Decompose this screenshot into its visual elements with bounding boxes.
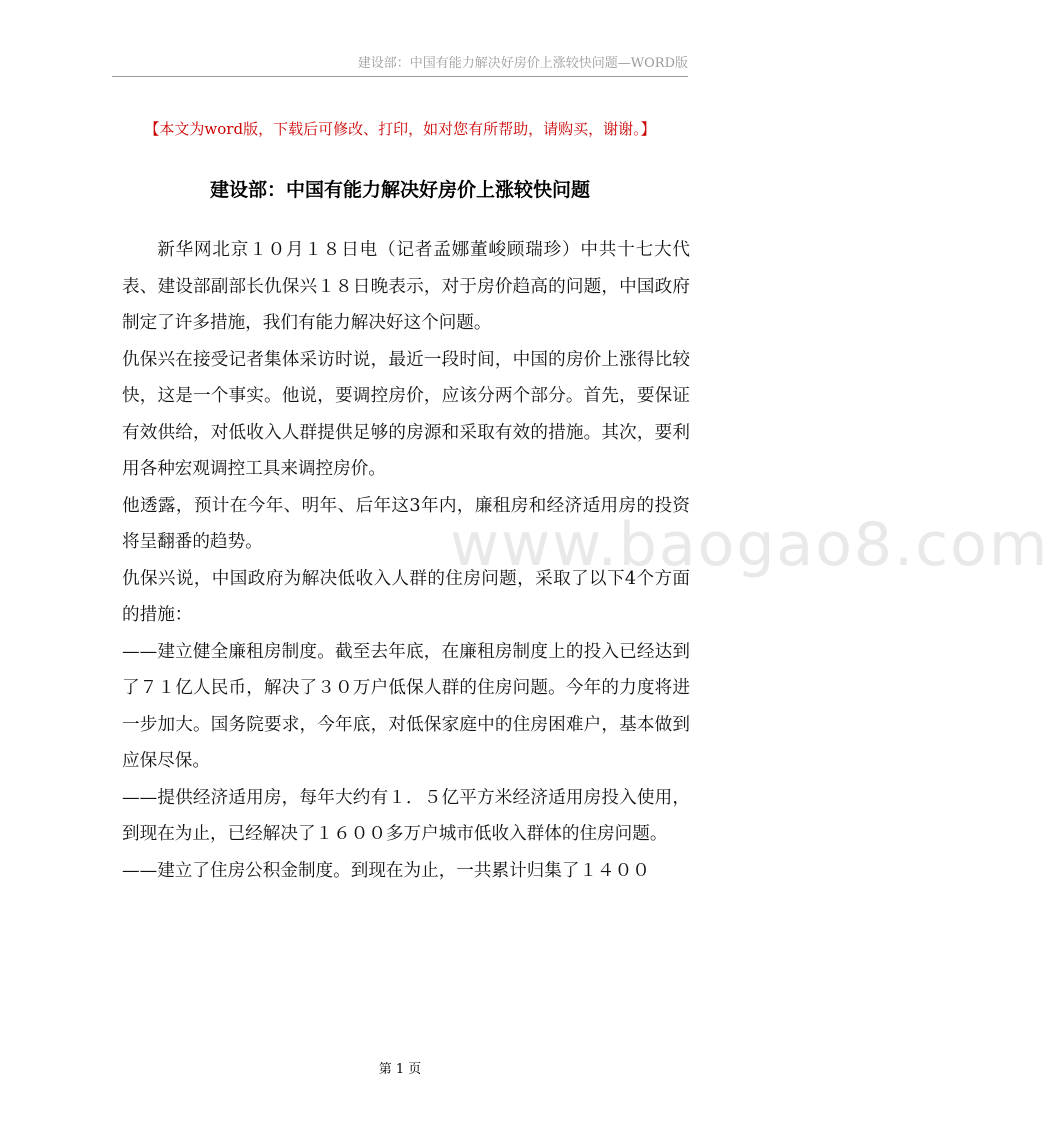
paragraph-7: ——建立了住房公积金制度。到现在为止，一共累计归集了１４００ (122, 860, 650, 881)
article-body (122, 232, 690, 889)
article-title: 建设部：中国有能力解决好房价上涨较快问题 (209, 179, 590, 201)
page-number: 第 1 页 (378, 1062, 422, 1077)
paragraph-4: 仇保兴说，中国政府为解决低收入人群的住房问题，采取了以下4个方面的措施： (122, 568, 690, 625)
running-header: 建设部：中国有能力解决好房价上涨较快问题—WORD版 (357, 56, 688, 71)
watermark: www.baogao8.com (450, 510, 1049, 580)
paragraph-1: 新华网北京１０月１８日电（记者孟娜董峻顾瑞珍）中共十七大代表、建设部副部长仇保兴１８日晚表示，对于房价趋高的问题，中国政府制定了许多措施，我们有能力解决好这个问题。 (122, 240, 690, 333)
header-divider (112, 76, 688, 77)
paragraph-6: ——提供经济适用房，每年大约有１．５亿平方米经济适用房投入使用，到现在为止，已经解决了１６００多万户城市低收入群体的住房问题。 (122, 787, 690, 844)
download-notice: 【本文为word版，下载后可修改、打印，如对您有所帮助，请购买，谢谢。】 (144, 120, 656, 138)
paragraph-2: 仇保兴在接受记者集体采访时说，最近一段时间，中国的房价上涨得比较快，这是一个事实。他说，要调控房价，应该分两个部分。首先，要保证有效供给，对低收入人群提供足够的房源和采取有效的措施。其次，要利用各种宏观调控工具来调控房价。 (122, 349, 690, 479)
paragraph-3: 他透露，预计在今年、明年、后年这3年内，廉租房和经济适用房的投资将呈翻番的趋势。 (122, 495, 690, 552)
paragraph-5: ——建立健全廉租房制度。截至去年底，在廉租房制度上的投入已经达到了７１亿人民币，解决了３０万户低保人群的住房问题。今年的力度将进一步加大。国务院要求，今年底，对低保家庭中的住房困难户，基本做到应保尽保。 (122, 641, 690, 771)
